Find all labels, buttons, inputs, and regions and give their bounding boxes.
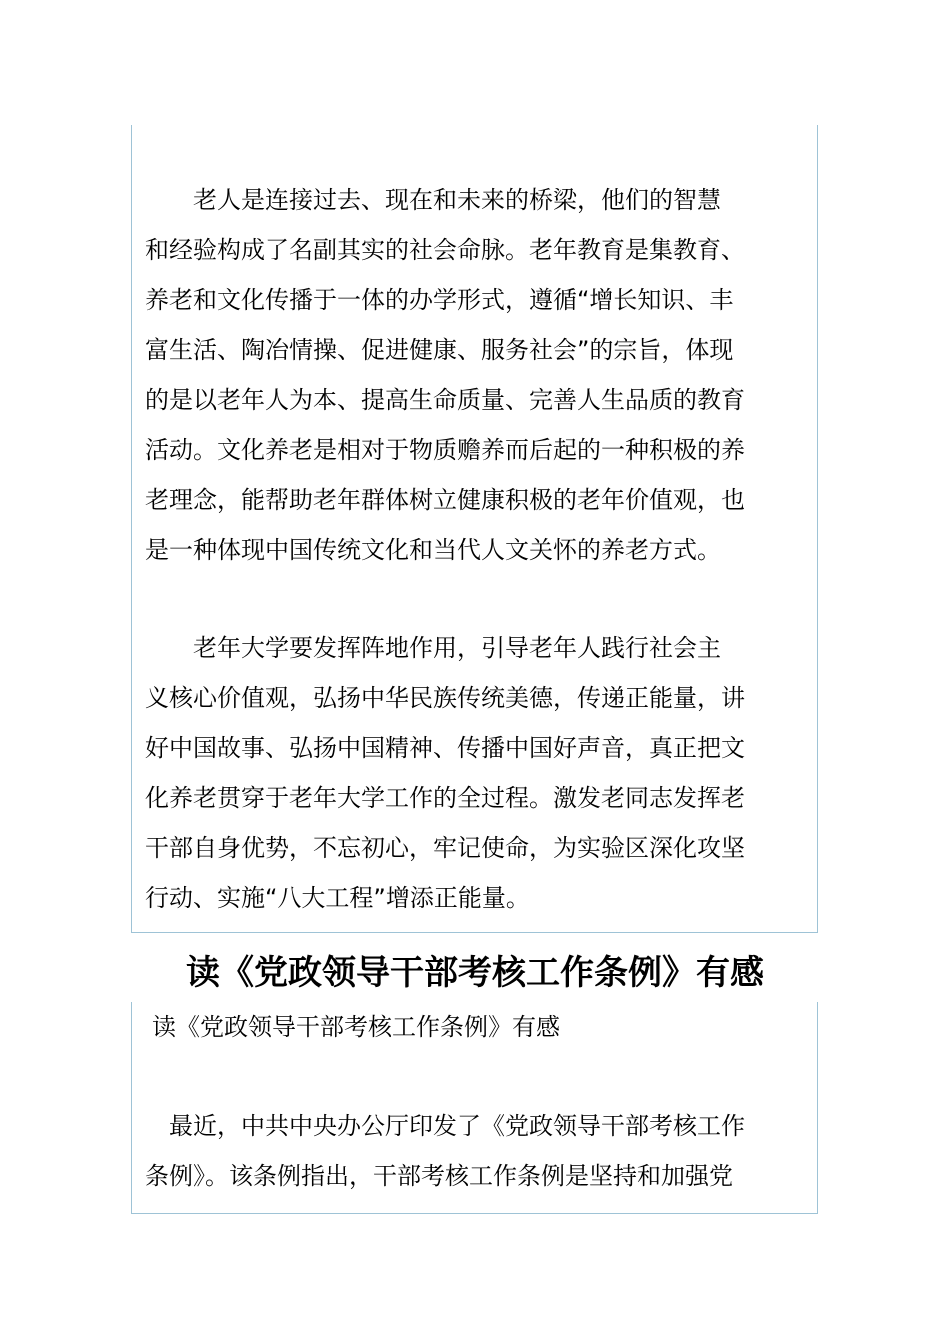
text-box-1 <box>131 125 818 933</box>
paragraph-line: 条例》。该条例指出，干部考核工作条例是坚持和加强党 <box>145 1162 733 1190</box>
paragraph-line: 老人是连接过去、现在和未来的桥梁，他们的智慧 <box>145 186 721 214</box>
paragraph-line: 干部自身优势，不忘初心，牢记使命，为实验区深化攻坚 <box>145 834 745 862</box>
article-heading: 读《党政领导干部考核工作条例》有感 <box>186 953 764 993</box>
paragraph-line: 义核心价值观，弘扬中华民族传统美德，传递正能量，讲 <box>145 684 745 712</box>
text-box-2 <box>131 1002 818 1214</box>
paragraph-line: 富生活、陶冶情操、促进健康、服务社会”的宗旨，体现 <box>145 336 734 364</box>
paragraph-line: 化养老贯穿于老年大学工作的全过程。激发老同志发挥老 <box>145 784 745 812</box>
paragraph-line: 行动、实施“八大工程”增添正能量。 <box>145 884 530 912</box>
paragraph-line: 和经验构成了名副其实的社会命脉。老年教育是集教育、 <box>145 236 745 264</box>
paragraph-line: 老年大学要发挥阵地作用，引导老年人践行社会主 <box>145 634 721 662</box>
paragraph-line: 老理念，能帮助老年群体树立健康积极的老年价值观，也 <box>145 486 745 514</box>
paragraph-line: 是一种体现中国传统文化和当代人文关怀的养老方式。 <box>145 536 721 564</box>
paragraph-line: 好中国故事、弘扬中国精神、传播中国好声音，真正把文 <box>145 734 745 762</box>
paragraph-line: 最近，中共中央办公厅印发了《党政领导干部考核工作 <box>145 1112 745 1140</box>
article-subtitle: 读《党政领导干部考核工作条例》有感 <box>152 1013 560 1041</box>
paragraph-line: 活动。文化养老是相对于物质赡养而后起的一种积极的养 <box>145 436 745 464</box>
paragraph-line: 养老和文化传播于一体的办学形式，遵循“增长知识、丰 <box>145 286 734 314</box>
paragraph-line: 的是以老年人为本、提高生命质量、完善人生品质的教育 <box>145 386 745 414</box>
